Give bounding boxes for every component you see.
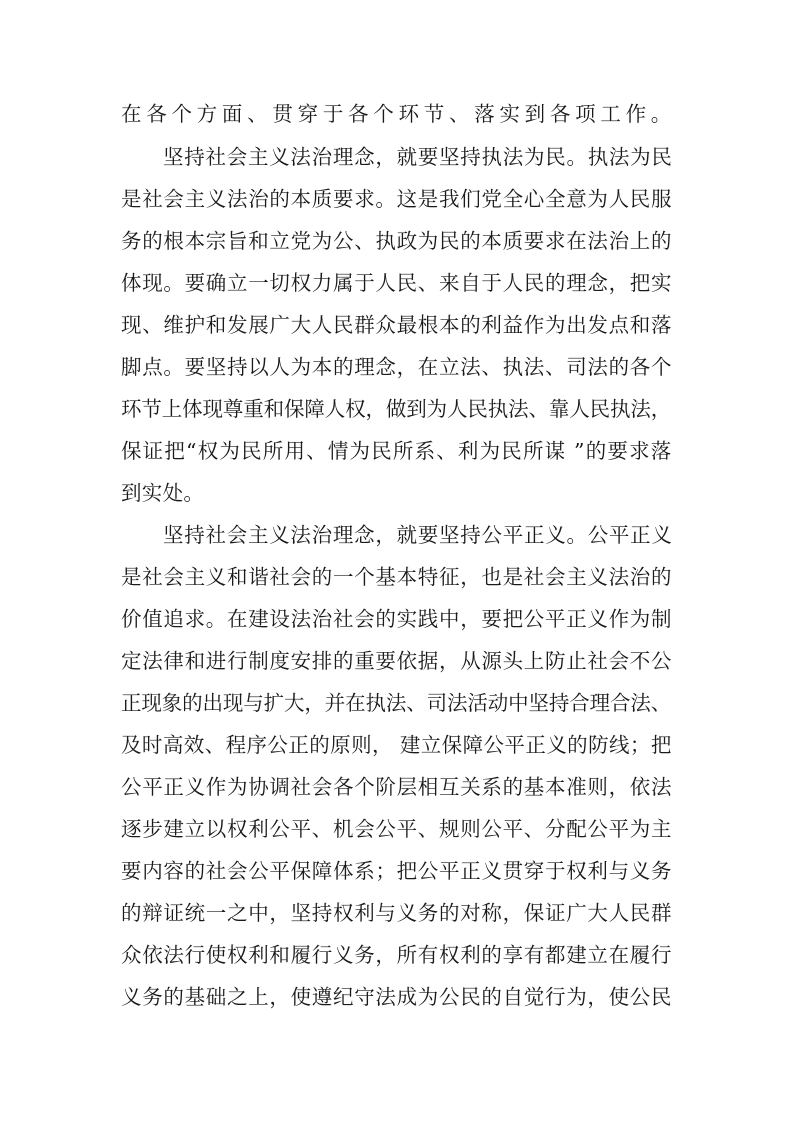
text-line: 是社会主义法治的本质要求。这是我们党全心全意为人民服 — [121, 187, 673, 211]
text-line: 坚持社会主义法治理念，就要坚持公平正义。公平正义 — [163, 523, 673, 547]
text-line: 定法律和进行制度安排的重要依据，从源头上防止社会不公 — [121, 649, 673, 673]
text-line: 要内容的社会公平保障体系；把公平正义贯穿于权利与义务 — [121, 859, 673, 883]
text-line: 价值追求。在建设法治社会的实践中，要把公平正义作为制 — [121, 607, 673, 631]
text-line: 在各个方面、贯穿于各个环节、落实到各项工作。 — [121, 102, 677, 126]
text-line: 正现象的出现与扩大，并在执法、司法活动中坚持合理合法、 — [121, 691, 672, 715]
text-line: 众依法行使权利和履行义务，所有权利的享有都建立在履行 — [121, 943, 673, 967]
text-line: 务的根本宗旨和立党为公、执政为民的本质要求在法治上的 — [121, 229, 673, 253]
text-line: 脚点。要坚持以人为本的理念，在立法、执法、司法的各个 — [121, 355, 673, 379]
text-line: 到实处。 — [121, 481, 205, 505]
text-line: 及时高效、程序公正的原则， 建立保障公平正义的防线；把 — [121, 733, 672, 757]
text-line: 现、维护和发展广大人民群众最根本的利益作为出发点和落 — [121, 313, 673, 337]
text-line: 义务的基础之上，使遵纪守法成为公民的自觉行为，使公民 — [121, 985, 673, 1009]
text-line: 体现。要确立一切权力属于人民、来自于人民的理念，把实 — [121, 271, 673, 295]
text-line: 环节上体现尊重和保障人权，做到为人民执法、靠人民执法， — [121, 397, 672, 421]
text-line: 坚持社会主义法治理念，就要坚持执法为民。执法为民 — [163, 145, 673, 169]
text-line: 逐步建立以权利公平、机会公平、规则公平、分配公平为主 — [121, 817, 673, 841]
text-line: 公平正义作为协调社会各个阶层相互关系的基本准则，依法 — [121, 775, 673, 799]
text-line: 保证把“权为民所用、情为民所系、利为民所谋 ”的要求落 — [121, 439, 673, 463]
text-line: 是社会主义和谐社会的一个基本特征，也是社会主义法治的 — [121, 565, 673, 589]
text-line: 的辩证统一之中，坚持权利与义务的对称，保证广大人民群 — [121, 901, 673, 925]
